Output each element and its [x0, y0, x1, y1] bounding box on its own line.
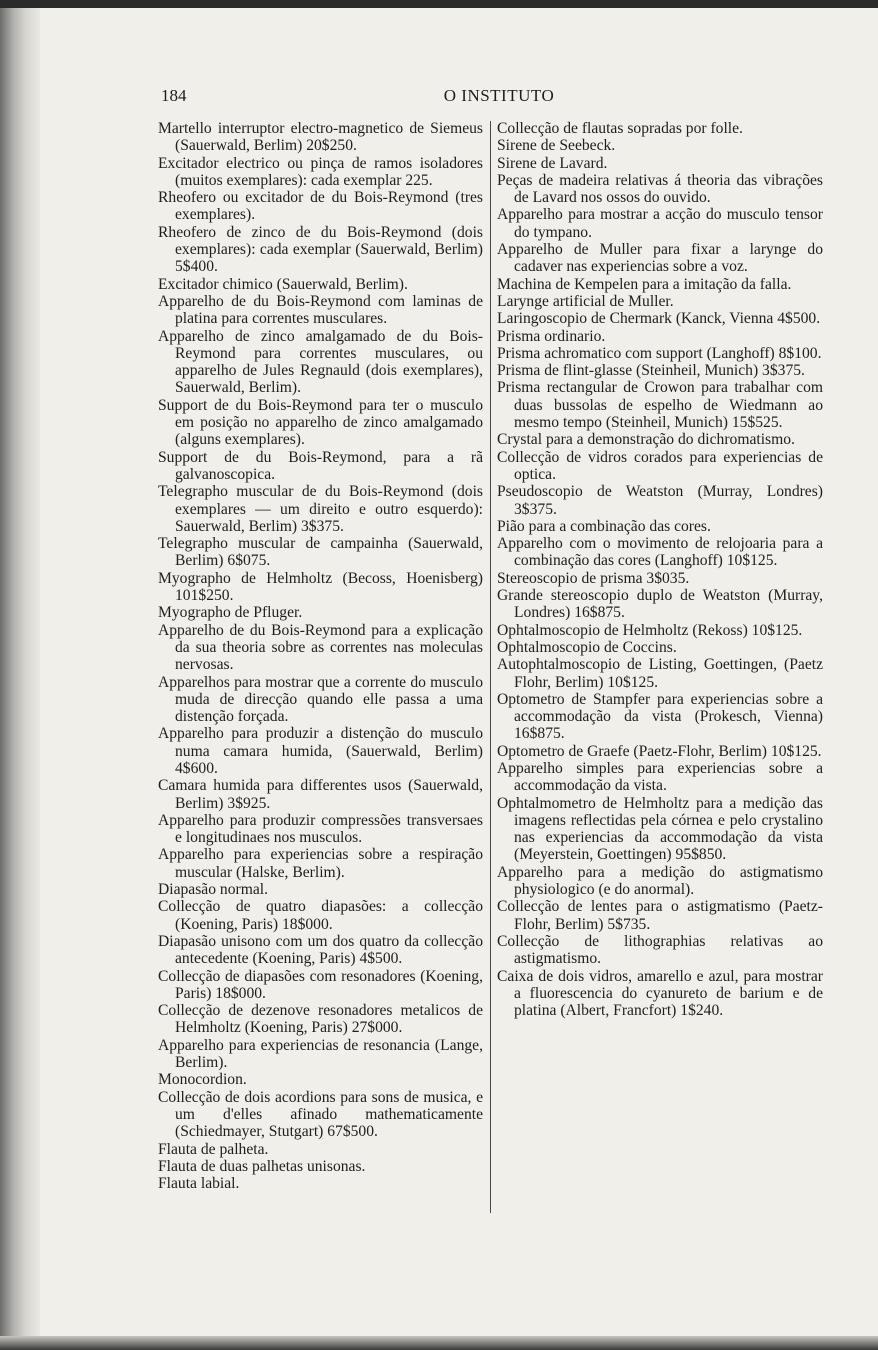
list-item: Collecção de lithographias relativas ao astigmatismo.	[497, 932, 823, 968]
list-item: Collecção de quatro diapasões: a collecção (Koening, Paris) 18$000.	[158, 898, 483, 933]
list-item: Apparelho de du Bois-Reymond para a explicação da sua theoria sobre as correntes nas moleculas nervosas.	[158, 621, 483, 674]
list-item: Support de du Bois-Reymond para ter o musculo em posição no apparelho de zinco amalgamado (alguns exemplares).	[158, 396, 483, 449]
list-item: Diapasão unisono com um dos quatro da collecção antecedente (Koening, Paris) 4$500.	[158, 932, 483, 968]
list-item: Apparelho para mostrar a acção do musculo tensor do tympano.	[497, 206, 823, 241]
list-item: Optometro de Graefe (Paetz-Flohr, Berlim) 10$125.	[497, 742, 822, 760]
list-item: Apparelho para experiencias de resonancia (Lange, Berlim).	[158, 1036, 483, 1072]
list-item: Camara humida para differentes usos (Sauerwald, Berlim) 3$925.	[158, 777, 483, 812]
page-bottom-edge	[0, 1336, 878, 1350]
list-item: Autophtalmoscopio de Listing, Goettingen, (Paetz Flohr, Berlim) 10$125.	[497, 656, 823, 691]
list-item: Stereoscopio de prisma 3$035.	[497, 569, 690, 587]
left-column	[158, 120, 483, 1192]
list-item: Collecção de lentes para o astigmatismo (Paetz-Flohr, Berlim) 5$735.	[497, 898, 823, 933]
list-item: Pião para a combinação das cores.	[497, 517, 711, 535]
list-item: Flauta labial.	[158, 1175, 240, 1193]
list-item: Optometro de Stampfer para experiencias sobre a accommodação da vista (Prokesch, Vienna) 16$875.	[497, 690, 823, 743]
list-item: Caixa de dois vidros, amarello e azul, para mostrar a fluorescencia do cyanureto de barium e de platina (Albert, Francfort) 1$240.	[497, 967, 823, 1020]
list-item: Sirene de Seebeck.	[497, 137, 616, 155]
list-item: Apparelho de du Bois-Reymond com laminas de platina para correntes musculares.	[158, 292, 483, 328]
list-item: Sirene de Lavard.	[497, 154, 608, 172]
list-item: Apparelho para produzir compressões transversaes e longitudinaes nos musculos.	[158, 811, 483, 847]
list-item: Ophtalmoscopio de Coccins.	[497, 638, 677, 656]
list-item: Crystal para a demonstração do dichromatismo.	[497, 431, 795, 449]
list-item: Laringoscopio de Chermark (Kanck, Vienna 4$500.	[497, 310, 821, 328]
list-item: Machina de Kempelen para a imitação da falla.	[497, 275, 792, 293]
page-header	[158, 86, 820, 108]
list-item: Myographo de Helmholtz (Becoss, Hoenisberg) 101$250.	[158, 569, 483, 605]
list-item: Grande stereoscopio duplo de Weatston (Murray, Londres) 16$875.	[497, 587, 823, 622]
column-divider	[490, 121, 491, 1213]
right-column	[497, 120, 823, 1019]
list-item: Prisma ordinario.	[497, 327, 606, 345]
list-item: Flauta de duas palhetas unisonas.	[158, 1157, 366, 1175]
list-item: Apparelho simples para experiencias sobre a accommodação da vista.	[497, 759, 823, 795]
list-item: Collecção de flautas sopradas por folle.	[497, 120, 743, 137]
list-item: Peças de madeira relativas á theoria das vibrações de Lavard nos ossos do ouvido.	[497, 171, 823, 207]
list-item: Ophtalmometro de Helmholtz para a medição das imagens reflectidas pela córnea e pelo crystalino nas experiencias da accommodação da vista (Meyerstein, Goettingen) 95$850.	[497, 794, 823, 864]
list-item: Apparelho para a medição do astigmatismo physiologico (e do anormal).	[497, 863, 823, 899]
list-item: Collecção de dezenove resonadores metalicos de Helmholtz (Koening, Paris) 27$000.	[158, 1002, 483, 1037]
list-item: Apparelho com o movimento de relojoaria para a combinação das cores (Langhoff) 10$125.	[497, 535, 823, 570]
list-item: Rheofero de zinco de du Bois-Reymond (dois exemplares): cada exemplar (Sauerwald, Berlim) 5$400.	[158, 223, 483, 276]
list-item: Apparelho para experiencias sobre a respiração muscular (Halske, Berlim).	[158, 846, 483, 881]
list-item: Support de du Bois-Reymond, para a rã galvanoscopica.	[158, 448, 483, 483]
page-binding-edge	[0, 8, 40, 1338]
list-item: Diapasão normal.	[158, 881, 268, 899]
list-item: Prisma achromatico com support (Langhoff) 8$100.	[497, 344, 822, 362]
list-item: Prisma rectangular de Crowon para trabalhar com duas bussolas de espelho de Wiedmann ao mesmo tempo (Steinheil, Munich) 15$525.	[497, 379, 823, 432]
list-item: Collecção de diapasões com resonadores (Koening, Paris) 18$000.	[158, 967, 483, 1002]
list-item: Apparelhos para mostrar que a corrente do musculo muda de direcção quando elle passa a uma distenção forçada.	[158, 673, 483, 726]
list-item: Collecção de vidros corados para experiencias de optica.	[497, 448, 823, 483]
list-item: Flauta de palheta.	[158, 1140, 269, 1158]
list-item: Excitador electrico ou pinça de ramos isoladores (muitos exemplares): cada exemplar 225.	[158, 154, 483, 189]
list-item: Apparelho de zinco amalgamado de du Bois-Reymond para correntes musculares, ou apparelho de Jules Regnauld (dois exemplares), Sauerwald, Berlim).	[158, 327, 483, 397]
list-item: Larynge artificial de Muller.	[497, 292, 674, 310]
list-item: Prisma de flint-glasse (Steinheil, Munich) 3$375.	[497, 362, 805, 380]
list-item: Excitador chimico (Sauerwald, Berlim).	[158, 275, 408, 293]
list-item: Martello interruptor electro-magnetico de Siemeus (Sauerwald, Berlim) 20$250.	[158, 120, 483, 155]
list-item: Apparelho de Muller para fixar a larynge do cadaver nas experiencias sobre a voz.	[497, 241, 823, 276]
list-item: Rheofero ou excitador de du Bois-Reymond (tres exemplares).	[158, 189, 483, 224]
list-item: Collecção de dois acordions para sons de musica, e um d'elles afinado mathematicamente (Schiedmayer, Stutgart) 67$500.	[158, 1088, 483, 1141]
list-item: Myographo de Pfluger.	[158, 604, 303, 622]
list-item: Telegrapho muscular de du Bois-Reymond (dois exemplares — um direito e outro esquerdo): Sauerwald, Berlim) 3$375.	[158, 483, 483, 535]
list-item: Pseudoscopio de Weatston (Murray, Londres) 3$375.	[497, 483, 823, 518]
page-number: 184	[161, 86, 187, 105]
list-item: Ophtalmoscopio de Helmholtz (Rekoss) 10$125.	[497, 621, 803, 639]
list-item: Apparelho para produzir a distenção do musculo numa camara humida, (Sauerwald, Berlim) 4$600.	[158, 725, 483, 777]
list-item: Monocordion.	[158, 1071, 247, 1089]
running-title: O INSTITUTO	[443, 86, 555, 105]
list-item: Telegrapho muscular de campainha (Sauerwald, Berlim) 6$075.	[158, 535, 483, 570]
